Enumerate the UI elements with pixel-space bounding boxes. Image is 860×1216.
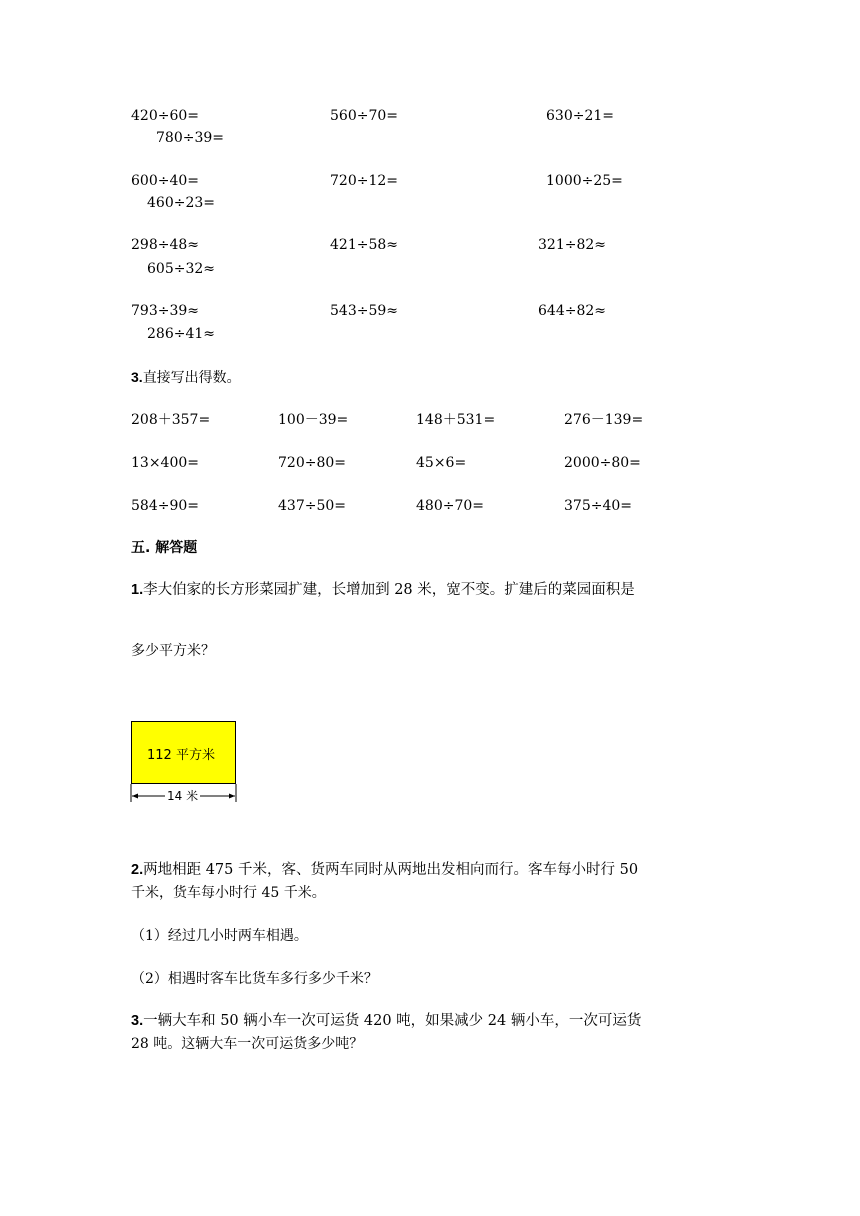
division-item: 605÷32≈ — [147, 261, 215, 277]
division-item: 780÷39= — [156, 130, 224, 146]
problem2-line2: 千米，货车每小时行 45 千米。 — [131, 885, 326, 901]
division-item: 460÷23= — [147, 195, 215, 211]
area-label: 112 平方米 — [147, 748, 215, 763]
problem1-line2: 多少平方米？ — [131, 643, 215, 659]
q3-number: 3. — [131, 369, 143, 385]
problem1-text: 李大伯家的长方形菜园扩建，长增加到 28 米，宽不变。扩建后的菜园面积是 — [143, 582, 635, 598]
division-item: 420÷60= — [131, 108, 199, 124]
q3-item: 375÷40= — [564, 498, 632, 514]
problem1-number: 1. — [131, 582, 144, 598]
problem3-line2: 28 吨。这辆大车一次可运货多少吨？ — [131, 1036, 364, 1052]
division-item: 298÷48≈ — [131, 237, 199, 253]
problem2-number: 2. — [131, 862, 144, 878]
q3-text: 直接写出得数。 — [142, 370, 241, 386]
problem2-text: 两地相距 475 千米，客、货两车同时从两地出发相向而行。客车每小时行 50 — [143, 862, 639, 878]
q3-item: 45×6= — [416, 455, 467, 471]
q3-item: 584÷90= — [131, 498, 199, 514]
division-item: 321÷82≈ — [538, 237, 606, 253]
q3-item: 276－139= — [564, 412, 644, 428]
problem3-number: 3. — [131, 1013, 144, 1029]
problem3-text: 一辆大车和 50 辆小车一次可运货 420 吨，如果减少 24 辆小车，一次可运货 — [143, 1013, 642, 1029]
section5-title: 五. 解答题 — [131, 540, 198, 556]
division-item: 644÷82≈ — [538, 303, 606, 319]
q3-item: 2000÷80= — [564, 455, 641, 471]
division-item: 630÷21= — [546, 108, 614, 124]
problem1-line1 — [131, 581, 635, 599]
q3-item: 720÷80= — [278, 455, 346, 471]
q3-heading — [131, 368, 241, 387]
problem2-line1 — [131, 861, 638, 879]
q3-item: 437÷50= — [278, 498, 346, 514]
q3-item: 13×400= — [131, 455, 199, 471]
problem3-line1 — [131, 1012, 641, 1030]
length-label: 14 米 — [167, 789, 199, 803]
q3-item: 100－39= — [278, 412, 349, 428]
problem2-sub2: （2）相遇时客车比货车多行多少千米？ — [131, 971, 378, 987]
division-item: 1000÷25= — [546, 173, 623, 189]
problem2-sub1: （1）经过几小时两车相遇。 — [131, 928, 308, 944]
division-item: 543÷59≈ — [330, 303, 398, 319]
q3-item: 148＋531= — [416, 412, 496, 428]
division-item: 560÷70= — [330, 108, 398, 124]
division-item: 600÷40= — [131, 173, 199, 189]
q3-item: 208＋357= — [131, 412, 211, 428]
division-item: 720÷12= — [330, 173, 398, 189]
q3-item: 480÷70= — [416, 498, 484, 514]
division-item: 286÷41≈ — [147, 326, 215, 342]
division-item: 793÷39≈ — [131, 303, 199, 319]
division-item: 421÷58≈ — [330, 237, 398, 253]
